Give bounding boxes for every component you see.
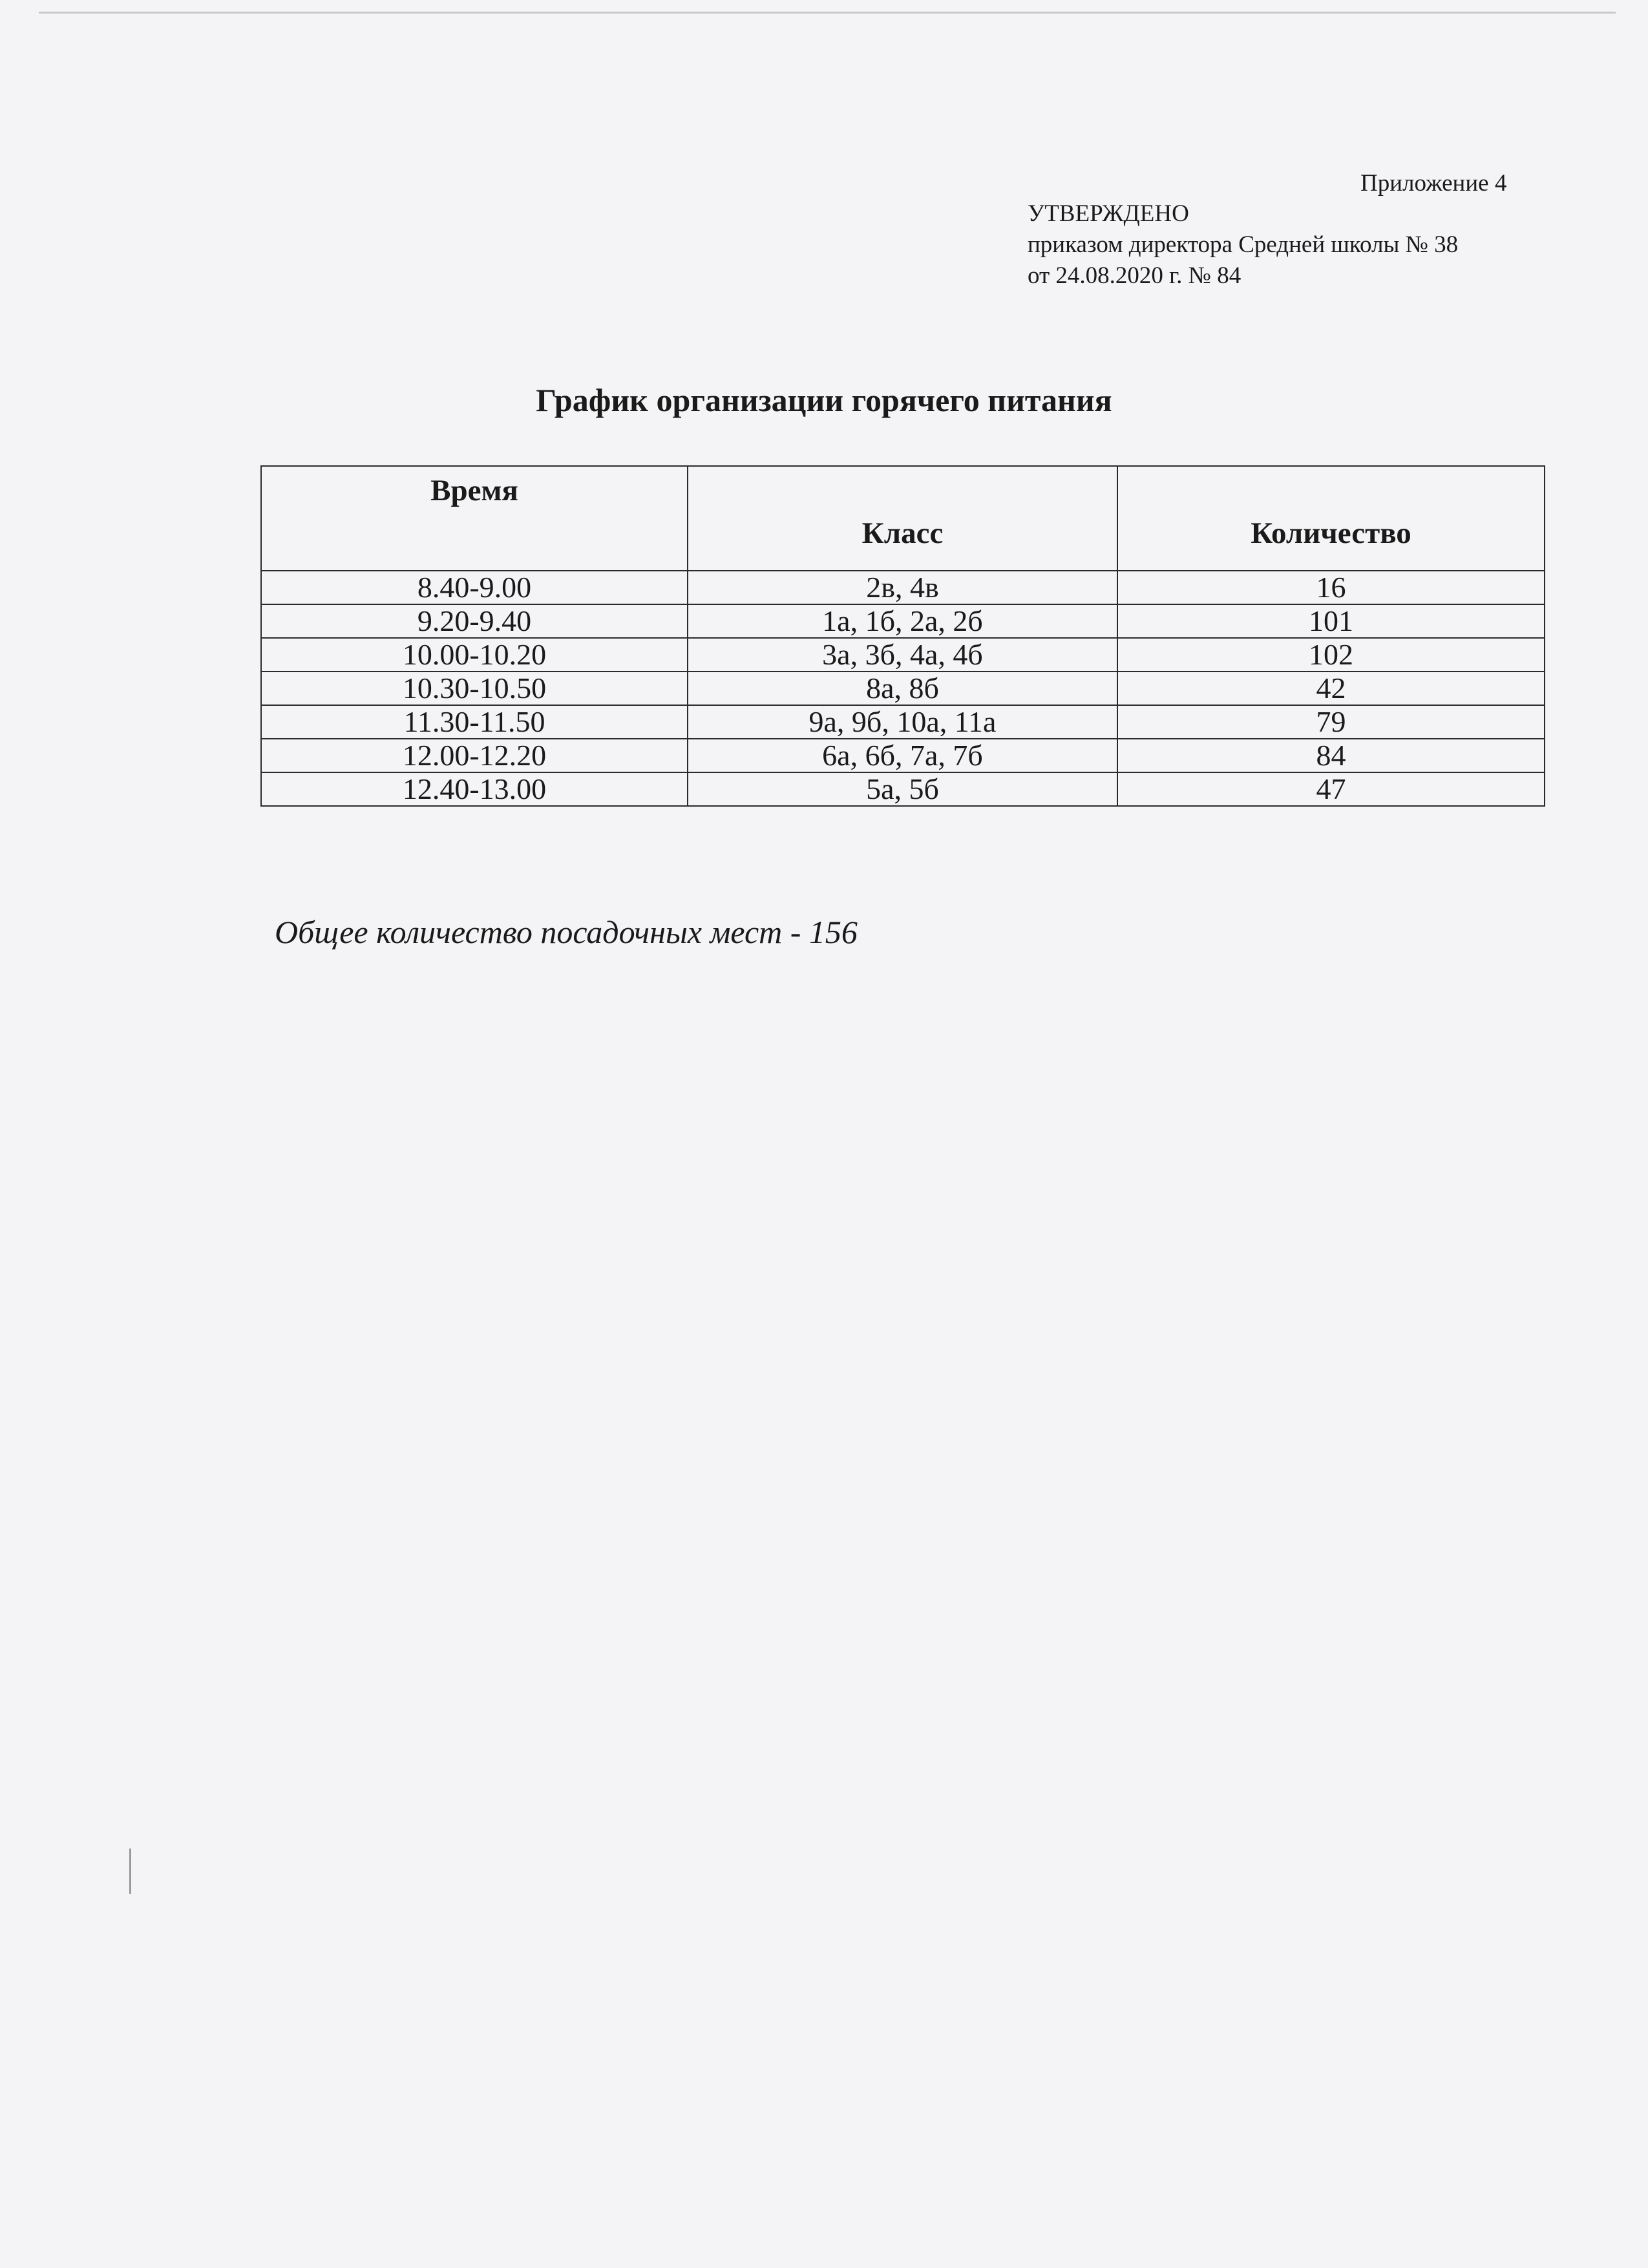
approval-line: УТВЕРЖДЕНО <box>1028 200 1189 227</box>
cell-time: 10.30-10.50 <box>261 672 688 705</box>
cell-class: 2в, 4в <box>688 571 1117 604</box>
table-row <box>261 638 1545 672</box>
cell-quantity: 42 <box>1117 672 1545 705</box>
meal-schedule-table <box>260 465 1545 807</box>
cell-class: 8а, 8б <box>688 672 1117 705</box>
table-row <box>261 672 1545 705</box>
cell-time: 12.00-12.20 <box>261 739 688 772</box>
table-row <box>261 772 1545 806</box>
cell-time: 11.30-11.50 <box>261 705 688 739</box>
cell-class: 1а, 1б, 2а, 2б <box>688 604 1117 638</box>
cell-quantity: 102 <box>1117 638 1545 672</box>
table-header-row <box>261 466 1545 571</box>
cell-quantity: 101 <box>1117 604 1545 638</box>
table-row <box>261 571 1545 604</box>
total-seats-note: Общее количество посадочных мест - 156 <box>275 914 858 950</box>
cell-class: 3а, 3б, 4а, 4б <box>688 638 1117 672</box>
cell-quantity: 79 <box>1117 705 1545 739</box>
table-row <box>261 604 1545 638</box>
cell-time: 12.40-13.00 <box>261 772 688 806</box>
cell-quantity: 84 <box>1117 739 1545 772</box>
cell-quantity: 16 <box>1117 571 1545 604</box>
table-row <box>261 705 1545 739</box>
approval-line: от 24.08.2020 г. № 84 <box>1028 262 1241 289</box>
scan-margin-mark <box>129 1849 131 1894</box>
approval-line: приказом директора Средней школы № 38 <box>1028 231 1459 258</box>
cell-class: 9а, 9б, 10а, 11а <box>688 705 1117 739</box>
cell-quantity: 47 <box>1117 772 1545 806</box>
column-header-class: Класс <box>688 466 1117 571</box>
cell-time: 8.40-9.00 <box>261 571 688 604</box>
column-header-time: Время <box>261 466 688 571</box>
cell-class: 6а, 6б, 7а, 7б <box>688 739 1117 772</box>
cell-time: 9.20-9.40 <box>261 604 688 638</box>
scan-top-edge <box>39 12 1616 14</box>
table-row <box>261 739 1545 772</box>
column-header-quantity: Количество <box>1117 466 1545 571</box>
appendix-label: Приложение 4 <box>1360 170 1507 196</box>
document-title: График организации горячего питания <box>536 382 1112 418</box>
approval-block <box>1028 198 1458 291</box>
cell-time: 10.00-10.20 <box>261 638 688 672</box>
cell-class: 5а, 5б <box>688 772 1117 806</box>
